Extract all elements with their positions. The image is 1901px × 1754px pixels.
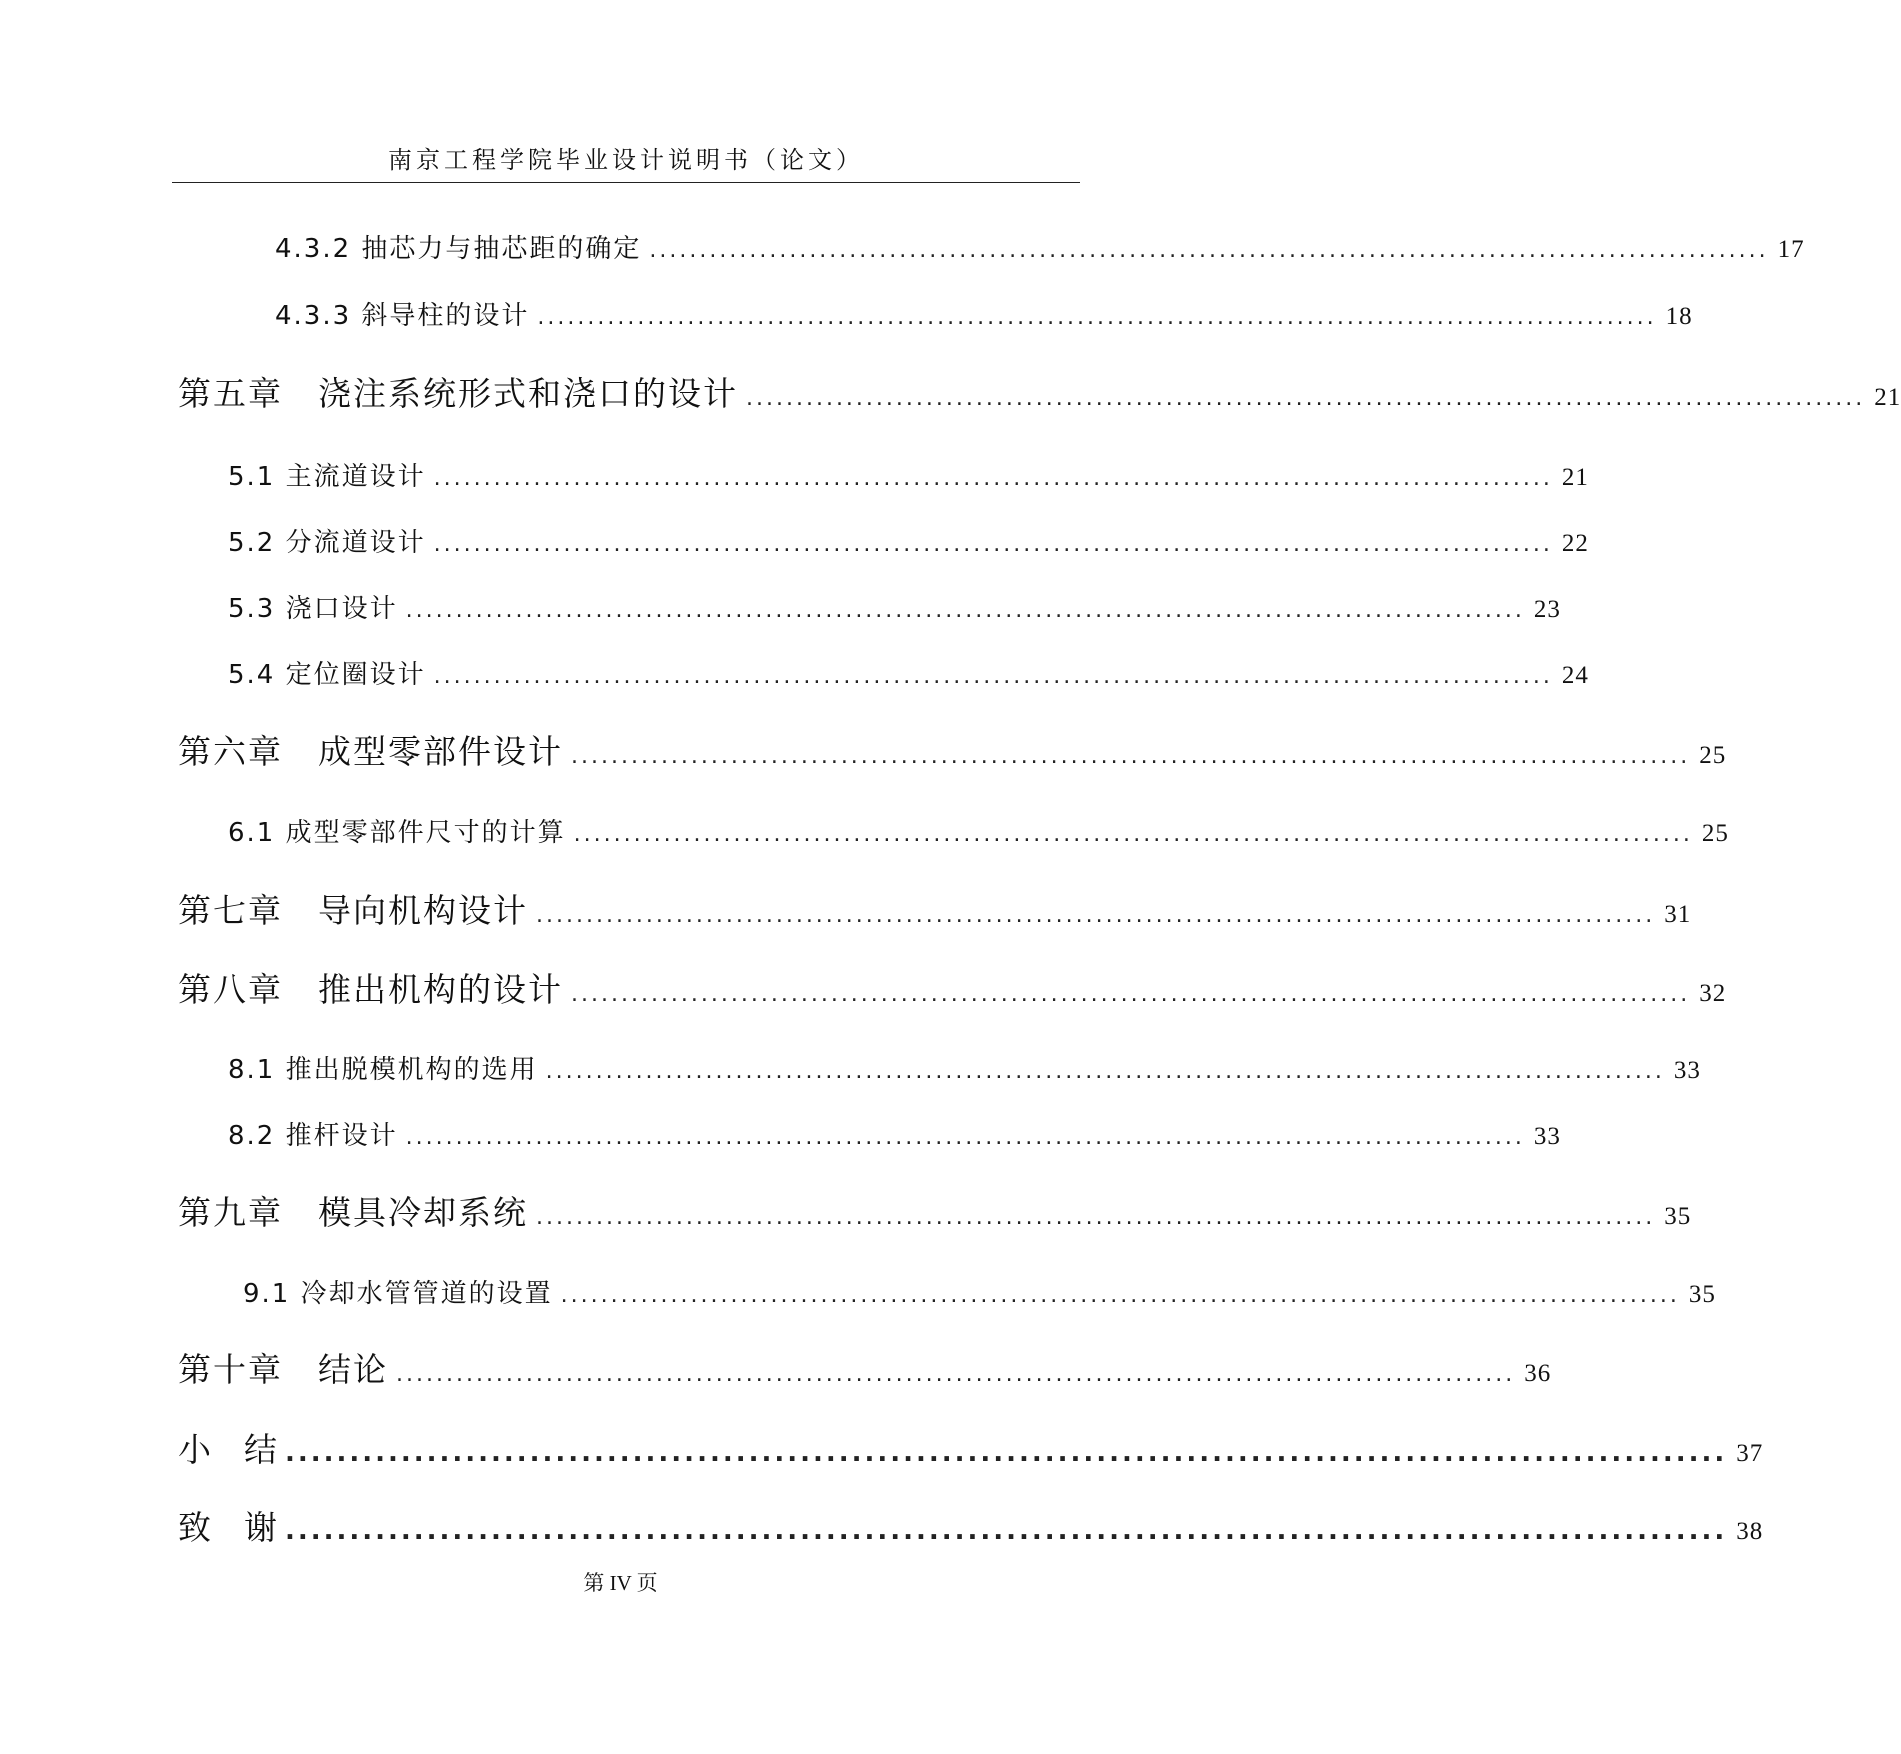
toc-entry-title: 4.3.3 斜导柱的设计 [275,301,530,331]
toc-entry-page: 21 [1561,464,1589,491]
toc-entry-title: 5.3 浇口设计 [228,594,398,624]
toc-entry-page: 23 [1533,596,1561,623]
toc-entry-page: 25 [1699,742,1727,769]
toc-entry-page: 36 [1524,1360,1552,1387]
toc-leader-dots: ................................................................................................................ [573,822,1693,847]
toc-entry-8-1[interactable] [228,1049,1701,1086]
toc-entry-6-1[interactable] [228,812,1729,849]
page-number-footer [0,1567,1241,1597]
toc-entry-title: 第九章 模具冷却系统 [178,1193,528,1232]
toc-entry-chapter-10[interactable] [178,1344,1552,1391]
toc-entry-title: 5.2 分流道设计 [228,528,426,558]
toc-entry-title: 5.1 主流道设计 [228,462,426,492]
toc-leader-dots: ................................................................................................................ [285,1438,1728,1468]
header-title: 南京工程学院毕业设计说明书（论文） [388,146,864,174]
toc-entry-page: 37 [1736,1440,1764,1467]
toc-entry-title: 第十章 结论 [178,1350,388,1389]
toc-entry-chapter-7[interactable] [178,885,1692,932]
toc-entry-title: 8.1 推出脱模机构的选用 [228,1055,538,1085]
toc-entry-page: 21 [1874,384,1901,411]
toc-entry-summary[interactable] [178,1424,1764,1471]
toc-entry-5-2[interactable] [228,522,1589,559]
toc-entry-chapter-5[interactable] [178,368,1901,415]
toc-entry-page: 18 [1665,303,1693,330]
toc-entry-5-4[interactable] [228,654,1589,691]
toc-leader-dots: ................................................................................................................ [649,238,1769,263]
toc-entry-page: 33 [1673,1057,1701,1084]
toc-leader-dots: ................................................................................................................ [746,386,1866,411]
toc-entry-title: 8.2 推杆设计 [228,1121,398,1151]
toc-entry-page: 35 [1688,1281,1716,1308]
toc-entry-title: 4.3.2 抽芯力与抽芯距的确定 [275,234,642,264]
toc-leader-dots: ................................................................................................................ [571,982,1691,1007]
toc-leader-dots: ................................................................................................................ [536,903,1656,928]
toc-entry-page: 32 [1699,980,1727,1007]
toc-entry-title: 第七章 导向机构设计 [178,891,528,930]
footer-page-label: 第 IV 页 [583,1571,658,1595]
toc-entry-page: 17 [1777,236,1805,263]
running-header [172,140,1080,183]
toc-leader-dots: ................................................................................................................ [545,1059,1665,1084]
toc-entry-5-3[interactable] [228,588,1561,625]
toc-leader-dots: ................................................................................................................ [537,305,1657,330]
toc-entry-4-3-3[interactable] [275,295,1693,332]
toc-leader-dots: ................................................................................................................ [571,744,1691,769]
toc-entry-chapter-9[interactable] [178,1187,1692,1234]
toc-leader-dots: ................................................................................................................ [433,466,1553,491]
toc-entry-page: 25 [1701,820,1729,847]
toc-entry-acknowledgements[interactable] [178,1502,1764,1549]
toc-entry-page: 35 [1664,1203,1692,1230]
toc-entry-title: 6.1 成型零部件尺寸的计算 [228,818,566,848]
toc-entry-page: 24 [1561,662,1589,689]
toc-entry-4-3-2[interactable] [275,228,1805,265]
toc-leader-dots: ................................................................................................................ [536,1205,1656,1230]
toc-leader-dots: ................................................................................................................ [405,598,1525,623]
toc-entry-title: 致 谢 [178,1508,277,1547]
toc-entry-5-1[interactable] [228,456,1589,493]
toc-leader-dots: ................................................................................................................ [433,664,1553,689]
toc-entry-page: 33 [1533,1123,1561,1150]
toc-leader-dots: ................................................................................................................ [285,1516,1728,1546]
toc-entry-chapter-6[interactable] [178,726,1727,773]
toc-entry-8-2[interactable] [228,1115,1561,1152]
toc-entry-title: 第五章 浇注系统形式和浇口的设计 [178,374,738,413]
toc-entry-9-1[interactable] [243,1273,1716,1310]
toc-entry-title: 第六章 成型零部件设计 [178,732,563,771]
toc-leader-dots: ................................................................................................................ [405,1125,1525,1150]
toc-entry-title: 9.1 冷却水管管道的设置 [243,1279,553,1309]
toc-entry-title: 小 结 [178,1430,277,1469]
toc-leader-dots: ................................................................................................................ [560,1283,1680,1308]
toc-leader-dots: ................................................................................................................ [396,1362,1516,1387]
toc-entry-title: 5.4 定位圈设计 [228,660,426,690]
toc-entry-chapter-8[interactable] [178,964,1727,1011]
toc-entry-page: 22 [1561,530,1589,557]
toc-entry-title: 第八章 推出机构的设计 [178,970,563,1009]
toc-entry-page: 31 [1664,901,1692,928]
toc-leader-dots: ................................................................................................................ [433,532,1553,557]
toc-entry-page: 38 [1736,1518,1764,1545]
